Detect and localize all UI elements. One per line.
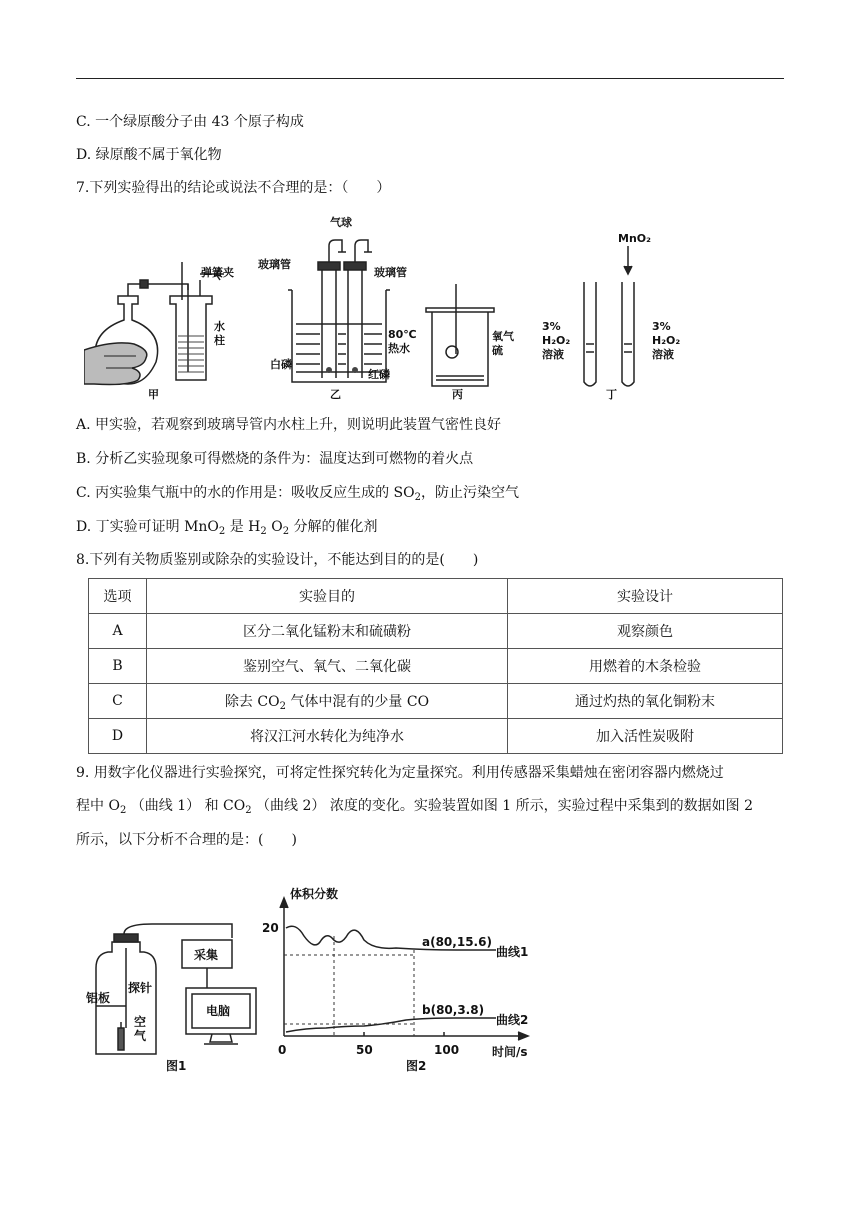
label-yi: 乙 <box>330 388 341 401</box>
q7-option-d: D. 丁实验可证明 MnO$_2$ 是 $H_2$ $O_2$ 分解的催化剂 <box>76 519 378 537</box>
label-soln-right: 溶液 <box>652 348 674 361</box>
point-a-label: a(80,15.6) <box>422 935 492 949</box>
row-purpose: 鉴别空气、氧气、二氧化碳 <box>147 649 508 684</box>
row-option: A <box>89 614 147 649</box>
q7-option-a: A. 甲实验，若观察到玻璃导管内水柱上升，则说明此装置气密性良好 <box>76 417 502 433</box>
label-glass-tube-right: 玻璃管 <box>374 266 407 279</box>
row-design: 加入活性炭吸附 <box>508 719 783 754</box>
x-tick: 100 <box>434 1043 460 1057</box>
label-computer: 电脑 <box>206 1004 231 1018</box>
table-row <box>89 684 783 719</box>
q7-option-b: B. 分析乙实验现象可得燃烧的条件为：温度达到可燃物的着火点 <box>76 451 474 467</box>
label-temp: 80℃ <box>388 328 417 341</box>
label-water-col-1: 水 <box>214 320 225 333</box>
label-h2o2-left: H₂O₂ <box>542 334 571 347</box>
row-design: 用燃着的木条检验 <box>508 649 783 684</box>
q7-option-c: C. 丙实验集气瓶中的水的作用是：吸收反应生成的 $SO_2$，防止污染空气 <box>76 485 520 503</box>
test-tubes <box>584 246 634 386</box>
q9-figure-2 <box>256 884 546 1078</box>
y-tick: 20 <box>262 921 279 935</box>
label-probe: 探针 <box>128 981 153 995</box>
header-design: 实验设计 <box>508 579 783 614</box>
label-pct-right: 3% <box>652 320 671 333</box>
q7-figure <box>84 212 704 404</box>
table-row <box>89 649 783 684</box>
label-soln-left: 溶液 <box>542 348 564 361</box>
label-white-p: 白磷 <box>270 358 292 371</box>
label-hot-water: 热水 <box>388 342 410 355</box>
row-option: D <box>89 719 147 754</box>
label-al-plate: 铝板 <box>86 991 111 1005</box>
water-in-bottle <box>178 336 204 372</box>
x-axis-label: 时间/s <box>492 1045 528 1059</box>
label-oxygen: 氧气 <box>492 330 514 343</box>
hand <box>84 343 147 385</box>
q7-stem: 7.下列实验得出的结论或说法不合理的是：（ ） <box>76 180 391 196</box>
q6-option-c: C. 一个绿原酸分子由 43 个原子构成 <box>76 114 304 130</box>
header-purpose: 实验目的 <box>147 579 508 614</box>
row-design: 通过灼热的氧化铜粉末 <box>508 684 783 719</box>
label-bing: 丙 <box>452 388 463 401</box>
q8-table <box>88 578 783 754</box>
label-sulfur: 硫 <box>492 344 503 357</box>
q8-stem: 8.下列有关物质鉴别或除杂的实验设计，不能达到目的的是( ) <box>76 552 479 568</box>
y-axis-label: 体积分数 <box>290 887 339 901</box>
label-red-p: 红磷 <box>368 368 390 381</box>
row-option: C <box>89 684 147 719</box>
table-header-row <box>89 579 783 614</box>
q9-line-2: 程中 $O_2$ （曲线 1） 和 $CO_2$ （曲线 2） 浓度的变化。实验装置如图 1 所示，实验过程中采集到的数据如图 2 <box>76 798 754 816</box>
curve-2-label: 曲线2 <box>496 1013 529 1027</box>
point-b-label: b(80,3.8) <box>422 1003 485 1017</box>
header-rule <box>76 78 784 79</box>
table-row <box>89 719 783 754</box>
row-purpose: 区分二氧化锰粉末和硫磺粉 <box>147 614 508 649</box>
figure-1-caption: 图1 <box>166 1059 187 1073</box>
row-purpose: 除去 $CO_2$ 气体中混有的少量 CO <box>147 684 508 719</box>
label-spring-clip: 弹簧夹 <box>201 266 234 279</box>
label-mno2: MnO₂ <box>618 232 651 245</box>
label-pct-left: 3% <box>542 320 561 333</box>
label-air-2: 气 <box>134 1029 147 1043</box>
label-air-1: 空 <box>134 1015 147 1029</box>
beaker-apparatus <box>288 240 390 382</box>
label-glass-tube-left: 玻璃管 <box>258 258 291 271</box>
q9-figure-1 <box>82 918 262 1078</box>
curve-2 <box>286 1018 496 1032</box>
figure-2-caption: 图2 <box>406 1059 427 1073</box>
q9-line-1: 9. 用数字化仪器进行实验探究，可将定性探究转化为定量探究。利用传感器采集蜡烛在密闭容器内燃烧过 <box>76 765 724 781</box>
label-jia: 甲 <box>148 388 159 401</box>
row-design: 观察颜色 <box>508 614 783 649</box>
x-tick: 50 <box>356 1043 373 1057</box>
q9-line-3: 所示，以下分析不合理的是：( ) <box>76 832 297 848</box>
x-tick: 0 <box>278 1043 287 1057</box>
label-collector: 采集 <box>194 948 219 962</box>
row-purpose: 将汉江河水转化为纯净水 <box>147 719 508 754</box>
curve-1-label: 曲线1 <box>496 945 529 959</box>
label-balloon: 气球 <box>330 216 352 229</box>
q6-option-d: D. 绿原酸不属于氧化物 <box>76 147 222 163</box>
header-option: 选项 <box>89 579 147 614</box>
gas-jar-apparatus <box>426 284 494 386</box>
row-option: B <box>89 649 147 684</box>
label-h2o2-right: H₂O₂ <box>652 334 681 347</box>
label-ding: 丁 <box>606 388 617 401</box>
label-water-col-2: 柱 <box>214 334 225 347</box>
table-row <box>89 614 783 649</box>
